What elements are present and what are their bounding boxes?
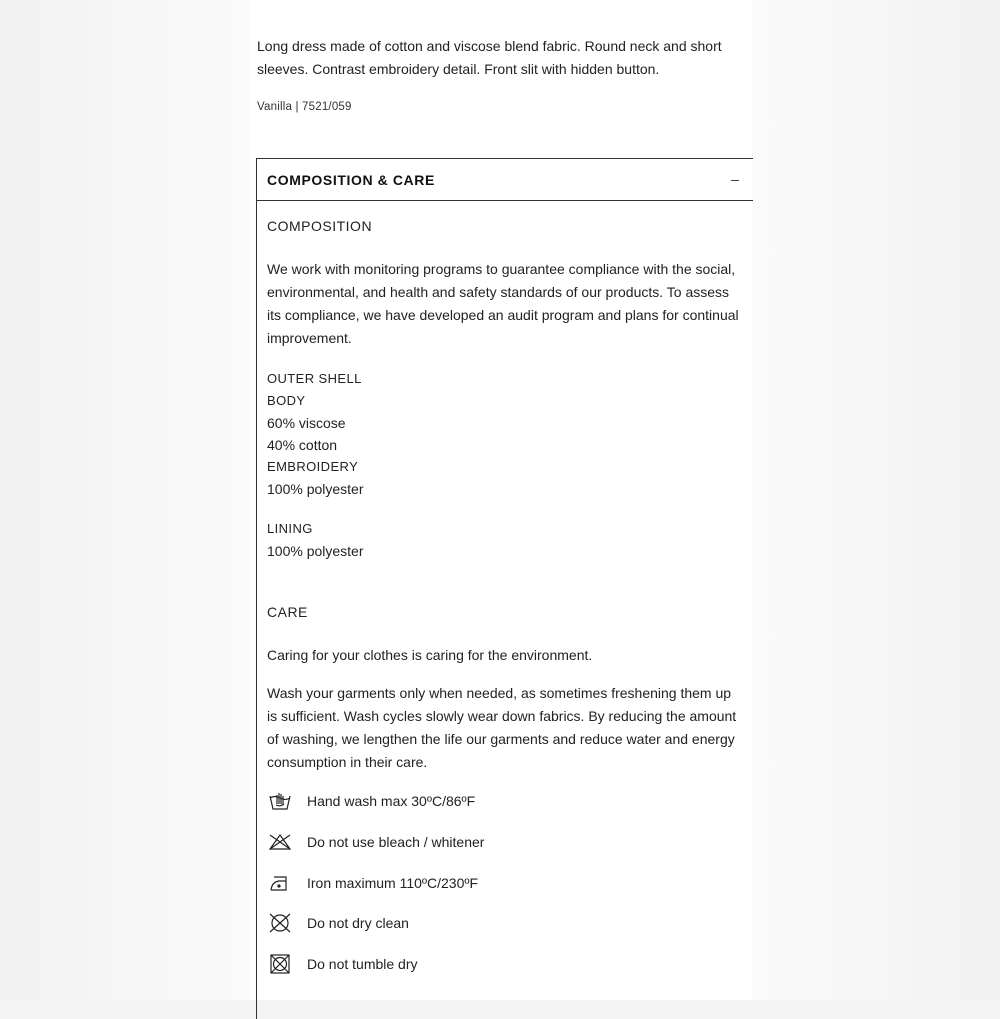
composition-care-panel xyxy=(256,158,753,1019)
no-bleach-icon xyxy=(267,831,293,853)
outer-shell-label: OUTER SHELL xyxy=(267,371,362,386)
care-instruction-label: Do not use bleach / whitener xyxy=(307,834,485,850)
care-advice: Wash your garments only when needed, as sometimes freshening them up is sufficient. Wash cycles slowly wear down fabrics. By reducing the amount of washing, we lengthen the life our garments and reduce water and energy consumption in their care. xyxy=(267,685,737,770)
care-intro: Caring for your clothes is caring for the environment. xyxy=(267,647,593,663)
hand-wash-icon xyxy=(267,790,293,812)
lining-label: LINING xyxy=(267,521,313,536)
lining-composition xyxy=(267,518,364,562)
body-material: 60% viscose xyxy=(267,415,346,431)
iron-icon xyxy=(267,872,293,894)
embroidery-label: EMBROIDERY xyxy=(267,459,359,474)
care-instruction-tumble-dry xyxy=(267,952,418,976)
embroidery-material: 100% polyester xyxy=(267,481,364,497)
body-label: BODY xyxy=(267,393,306,408)
care-title: CARE xyxy=(267,604,308,620)
no-dry-clean-icon xyxy=(267,912,293,934)
composition-intro: We work with monitoring programs to guarantee compliance with the social, environmental, and health and safety standards of our products. To assess its compliance, we have developed an audit program and plans for continual improvement. xyxy=(267,261,739,346)
care-instruction-bleach xyxy=(267,830,484,854)
lining-material: 100% polyester xyxy=(267,543,364,559)
body-material: 40% cotton xyxy=(267,437,338,453)
product-description: Long dress made of cotton and viscose blend fabric. Round neck and short sleeves. Contrast embroidery detail. Front slit with hidden button. xyxy=(257,38,722,77)
product-detail-page xyxy=(250,0,752,1000)
care-instruction-label: Iron maximum 110ºC/230ºF xyxy=(307,875,479,891)
care-instruction-iron xyxy=(267,871,478,895)
care-instruction-dry-clean xyxy=(267,911,409,935)
composition-care-header[interactable] xyxy=(257,159,753,201)
background-left xyxy=(0,0,250,1000)
outer-shell-composition xyxy=(267,368,364,500)
composition-title: COMPOSITION xyxy=(267,218,373,234)
care-instruction-label: Do not tumble dry xyxy=(307,956,418,972)
care-instruction-label: Do not dry clean xyxy=(307,915,409,931)
no-tumble-dry-icon xyxy=(267,953,293,975)
panel-title: COMPOSITION & CARE xyxy=(267,172,435,188)
care-instruction-label: Hand wash max 30ºC/86ºF xyxy=(307,793,476,809)
product-color-reference: Vanilla | 7521/059 xyxy=(257,101,352,113)
background-right xyxy=(750,0,1000,1000)
care-instruction-hand-wash xyxy=(267,789,475,813)
collapse-button[interactable]: – xyxy=(731,171,739,187)
